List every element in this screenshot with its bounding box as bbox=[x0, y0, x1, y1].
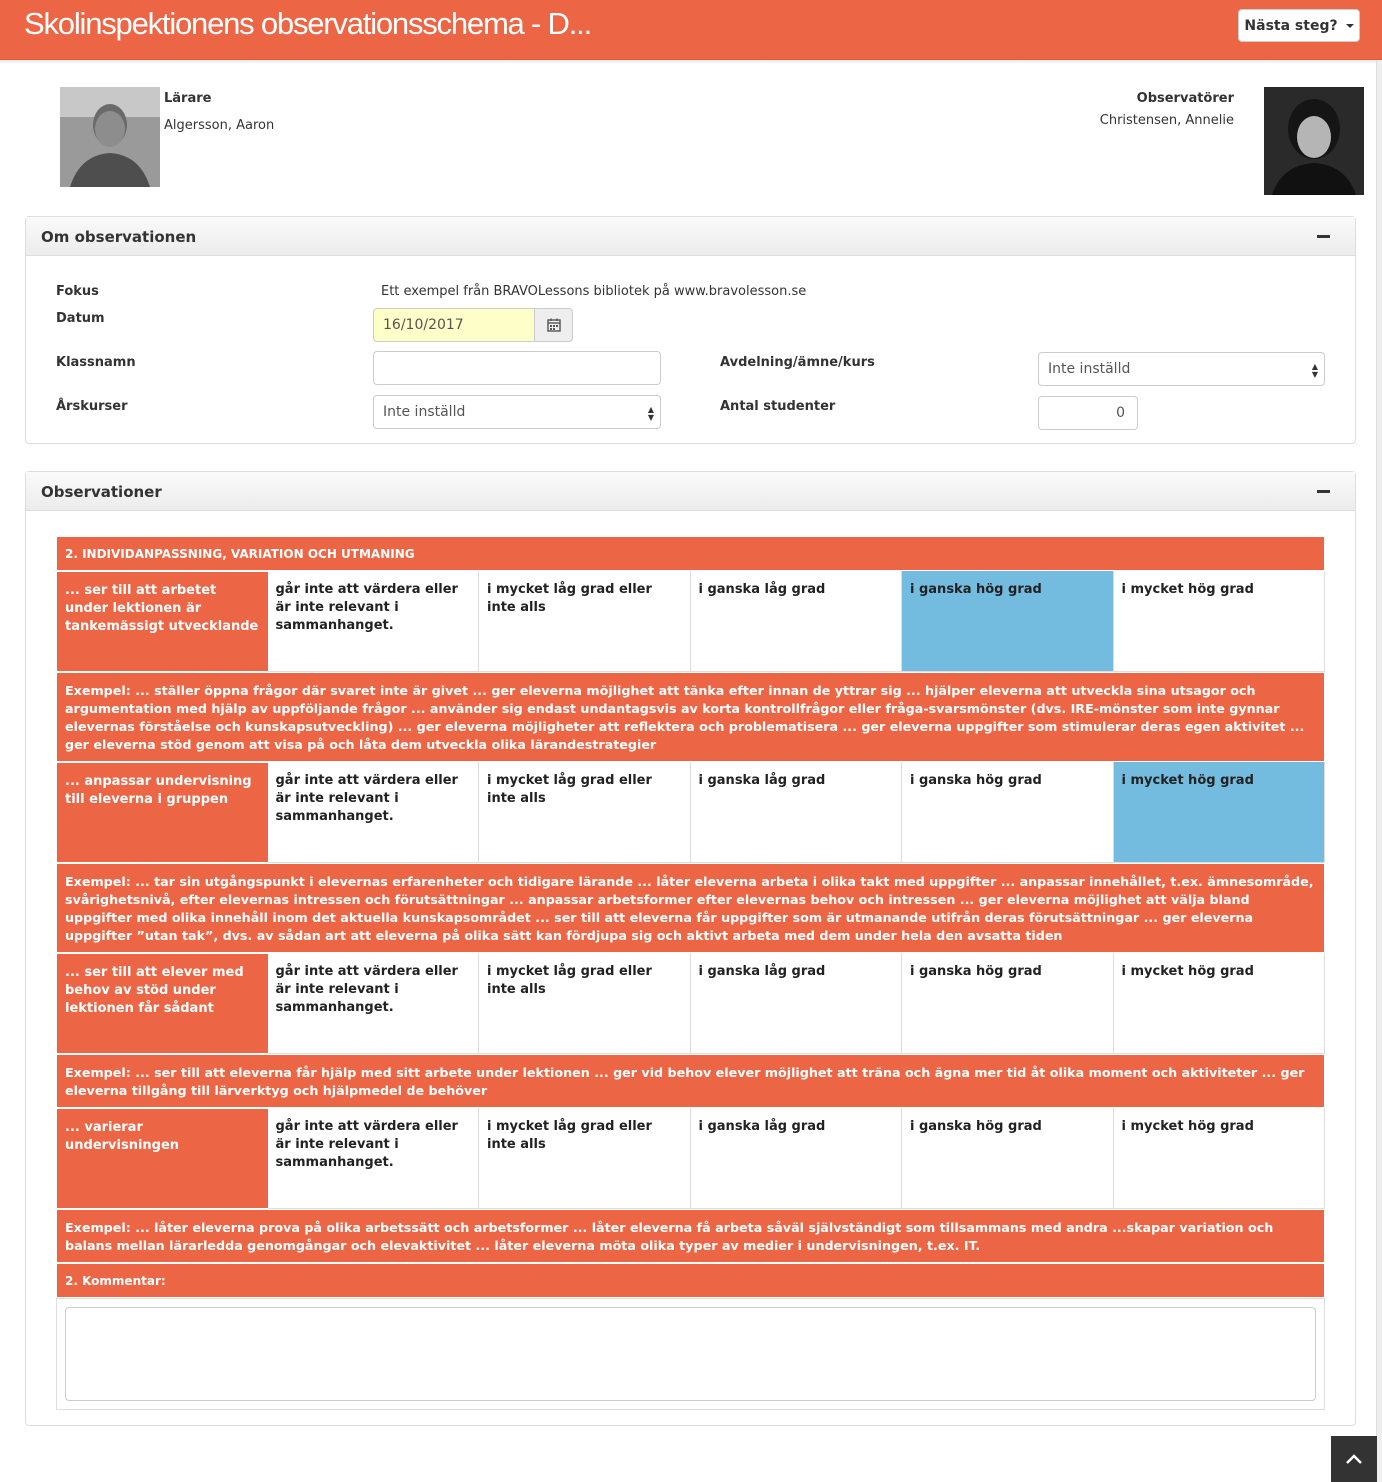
example-text: Exempel: ... låter eleverna prova på olika arbetssätt och arbetsformer ... låter eleverna få arbeta såväl självständigt som tillsammans med andra ...skapar variation och balans mellan lärarledda genomgångar och elevaktivitet ... låter eleverna möta olika typer av medier i undervisningen, t.ex. IT. bbox=[56, 1209, 1325, 1263]
rating-option[interactable]: i ganska låg grad bbox=[691, 953, 903, 1054]
class-name-input[interactable] bbox=[373, 351, 661, 385]
rating-option[interactable]: i mycket hög grad bbox=[1114, 762, 1326, 863]
observer-name: Christensen, Annelie bbox=[1099, 113, 1234, 128]
example-text: Exempel: ... tar sin utgångspunkt i elevernas erfarenheter och tidigare lärande ... låter eleverna arbeta i olika takt med uppgifter ... anpassar innehållet, t.ex. ämnesområde, svårighetsnivå, efter elevernas intressen och förutsättningar ... anpassar arbetsformer efter elevernas behov och intressen ... ger eleverna möjlighet att välja bland uppgifter med olika innehåll inom det aktuella kunskapsområdet ... ser till att eleverna får uppgifter som är utmanande utifrån deras förutsättningar ... ger eleverna uppgifter ”utan tak”, dvs. av sådan art att eleverna på olika sätt kan fördjupa sig och aktivt arbeta med dem under hela den avsatta tiden bbox=[56, 863, 1325, 953]
page-edge bbox=[1376, 60, 1382, 1482]
observer-heading: Observatörer bbox=[1136, 91, 1234, 106]
rating-option[interactable]: i ganska hög grad bbox=[902, 762, 1114, 863]
question-text: ... ser till att arbetet under lektionen är tankemässigt utvecklande bbox=[56, 571, 268, 672]
header-shadow bbox=[0, 60, 1382, 64]
comment-label: 2. Kommentar: bbox=[56, 1263, 1325, 1298]
rating-option[interactable]: går inte att värdera eller är inte relevant i sammanhanget. bbox=[268, 762, 480, 863]
about-panel bbox=[25, 216, 1356, 444]
rating-option[interactable]: i ganska hög grad bbox=[902, 571, 1114, 672]
date-label: Datum bbox=[56, 311, 105, 326]
rating-option[interactable]: i mycket låg grad eller inte alls bbox=[479, 1108, 691, 1209]
top-bar bbox=[0, 0, 1382, 60]
teacher-avatar bbox=[60, 87, 160, 187]
question-text: ... ser till att elever med behov av stöd under lektionen får sådant bbox=[56, 953, 268, 1054]
rating-option[interactable]: i mycket hög grad bbox=[1114, 571, 1326, 672]
observation-table bbox=[56, 536, 1325, 1410]
example-text: Exempel: ... ser till att eleverna får hjälp med sitt arbete under lektionen ... ger vid behov elever möjlighet att träna och ägna mer tid åt olika moment och aktiviteter ... ger eleverna tillgång till lärverktyg och hjälpmedel de behöver bbox=[56, 1054, 1325, 1108]
rating-option[interactable]: går inte att värdera eller är inte relevant i sammanhanget. bbox=[268, 953, 480, 1054]
section-title: 2. INDIVIDANPASSNING, VARIATION OCH UTMANING bbox=[56, 536, 1325, 571]
comment-container bbox=[56, 1298, 1325, 1410]
select-arrows-icon: ▲ ▼ bbox=[1311, 362, 1318, 379]
rating-option[interactable]: i mycket hög grad bbox=[1114, 953, 1326, 1054]
next-step-label: Nästa steg? bbox=[1244, 17, 1338, 34]
focus-value: Ett exempel från BRAVOLessons bibliotek på www.bravolesson.se bbox=[381, 284, 807, 299]
observer-avatar bbox=[1264, 87, 1364, 195]
department-select[interactable] bbox=[1038, 352, 1325, 386]
observations-panel bbox=[25, 471, 1356, 1426]
teacher-heading: Lärare bbox=[164, 91, 212, 106]
rating-option[interactable]: går inte att värdera eller är inte relevant i sammanhanget. bbox=[268, 1108, 480, 1209]
observations-panel-header[interactable] bbox=[26, 472, 1355, 511]
about-panel-title: Om observationen bbox=[41, 228, 197, 246]
students-label: Antal studenter bbox=[720, 399, 836, 414]
question-row bbox=[56, 953, 1325, 1054]
select-arrows-icon: ▲ ▼ bbox=[647, 405, 654, 422]
date-input[interactable] bbox=[373, 308, 535, 342]
rating-option[interactable]: i ganska hög grad bbox=[902, 953, 1114, 1054]
rating-option[interactable]: i ganska hög grad bbox=[902, 1108, 1114, 1209]
observations-panel-title: Observationer bbox=[41, 483, 162, 501]
app-title: Skolinspektionens observationsschema - D... bbox=[24, 6, 591, 41]
students-input[interactable] bbox=[1038, 396, 1138, 430]
calendar-icon bbox=[547, 318, 561, 332]
grade-value: Inte inställd bbox=[383, 404, 466, 420]
question-row bbox=[56, 1108, 1325, 1209]
chevron-up-icon bbox=[1345, 1453, 1363, 1465]
question-row bbox=[56, 762, 1325, 863]
question-row bbox=[56, 571, 1325, 672]
question-text: ... varierar undervisningen bbox=[56, 1108, 268, 1209]
teacher-name: Algersson, Aaron bbox=[164, 118, 275, 133]
caret-down-icon bbox=[1346, 24, 1354, 28]
comment-textarea[interactable] bbox=[65, 1307, 1316, 1401]
rating-option[interactable]: i ganska låg grad bbox=[691, 571, 903, 672]
students-value: 0 bbox=[1116, 405, 1125, 421]
example-text: Exempel: ... ställer öppna frågor där svaret inte är givet ... ger eleverna möjlighet att tänka efter innan de yttrar sig ... hjälper eleverna att utveckla sina utsagor och argumentation med hjälp av uppföljande frågor ... använder sig endast undantagsvis av korta kontrollfrågor eller fråga-svarsmönster (dvs. IRE-mönster som inte gynnar elevernas förståelse och kunskapsutveckling) ... ger eleverna möjligheter att reflektera och problematisera ... ger eleverna uppgifter som stimulerar deras egen aktivitet ... ger eleverna stöd genom att visa på och låta dem utveckla olika lärandestrategier bbox=[56, 672, 1325, 762]
rating-option[interactable]: i mycket låg grad eller inte alls bbox=[479, 953, 691, 1054]
rating-option[interactable]: i ganska låg grad bbox=[691, 762, 903, 863]
rating-option[interactable]: i mycket hög grad bbox=[1114, 1108, 1326, 1209]
collapse-icon[interactable] bbox=[1317, 235, 1330, 238]
about-panel-header[interactable] bbox=[26, 217, 1355, 256]
grade-select[interactable] bbox=[373, 395, 661, 429]
department-label: Avdelning/ämne/kurs bbox=[720, 355, 875, 370]
calendar-button[interactable] bbox=[535, 308, 573, 342]
rating-option[interactable]: i mycket låg grad eller inte alls bbox=[479, 571, 691, 672]
question-text: ... anpassar undervisning till eleverna i gruppen bbox=[56, 762, 268, 863]
focus-label: Fokus bbox=[56, 284, 99, 299]
rating-option[interactable]: i mycket låg grad eller inte alls bbox=[479, 762, 691, 863]
rating-option[interactable]: går inte att värdera eller är inte relevant i sammanhanget. bbox=[268, 571, 480, 672]
scroll-to-top-button[interactable] bbox=[1331, 1436, 1377, 1482]
rating-option[interactable]: i ganska låg grad bbox=[691, 1108, 903, 1209]
next-step-button[interactable] bbox=[1238, 9, 1360, 42]
grade-label: Årskurser bbox=[56, 399, 128, 414]
collapse-icon[interactable] bbox=[1317, 490, 1330, 493]
date-value: 16/10/2017 bbox=[383, 317, 464, 333]
department-value: Inte inställd bbox=[1048, 361, 1131, 377]
class-label: Klassnamn bbox=[56, 355, 136, 370]
